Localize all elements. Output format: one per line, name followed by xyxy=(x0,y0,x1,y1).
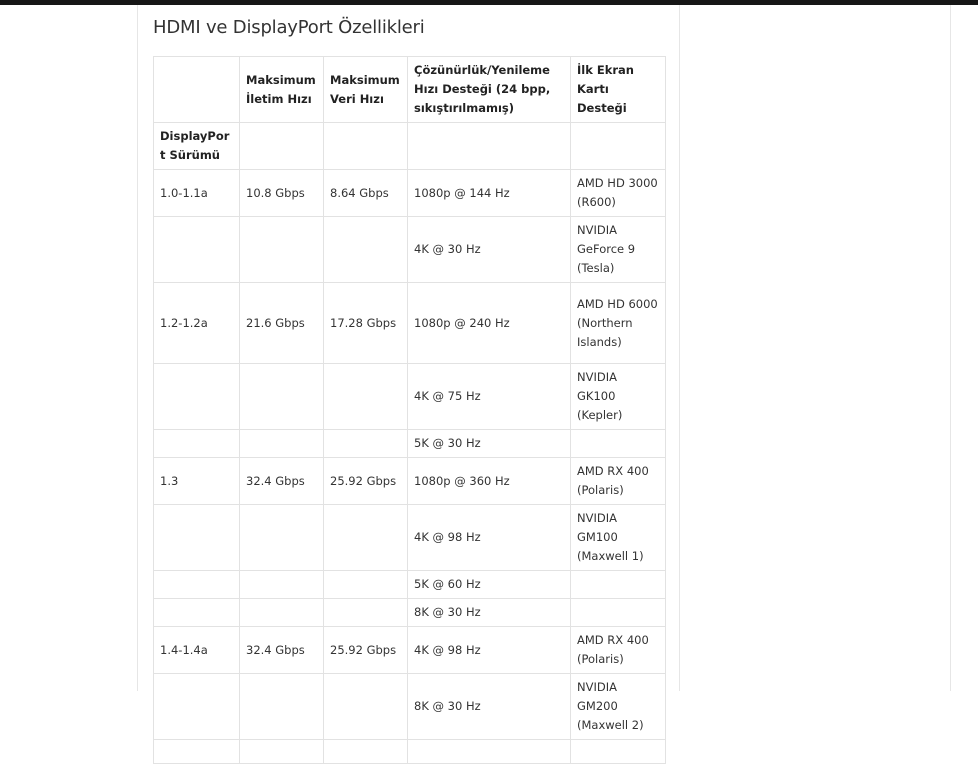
table-cell xyxy=(571,571,666,599)
table-cell: 25.92 Gbps xyxy=(324,627,408,674)
table-cell xyxy=(571,123,666,170)
table-cell: AMD HD 3000 (R600) xyxy=(571,170,666,217)
table-row xyxy=(154,458,666,505)
table-cell xyxy=(324,123,408,170)
table-cell: 17.28 Gbps xyxy=(324,283,408,364)
table-cell xyxy=(154,430,240,458)
table-cell: AMD RX 400 (Polaris) xyxy=(571,458,666,505)
table-cell xyxy=(154,571,240,599)
table-cell: 32.4 Gbps xyxy=(240,458,324,505)
header-cell-empty xyxy=(154,57,240,123)
table-cell: 8.64 Gbps xyxy=(324,170,408,217)
table-row xyxy=(154,674,666,740)
table-cell: NVIDIA GM200 (Maxwell 2) xyxy=(571,674,666,740)
table-row xyxy=(154,740,666,764)
table-cell xyxy=(571,599,666,627)
table-cell: 4K @ 98 Hz xyxy=(408,627,571,674)
table-cell: NVIDIA GK100 (Kepler) xyxy=(571,364,666,430)
table-cell xyxy=(154,674,240,740)
table-cell xyxy=(240,430,324,458)
table-cell xyxy=(324,364,408,430)
table-cell xyxy=(240,599,324,627)
header-cell-first-gpu-support: İlk Ekran Kartı Desteği xyxy=(571,57,666,123)
table-cell: 5K @ 30 Hz xyxy=(408,430,571,458)
table-cell: DisplayPort Sürümü xyxy=(154,123,240,170)
table-cell xyxy=(324,217,408,283)
table-cell xyxy=(154,364,240,430)
table-cell: 1080p @ 360 Hz xyxy=(408,458,571,505)
table-cell xyxy=(324,599,408,627)
table-row xyxy=(154,217,666,283)
displayport-spec-table xyxy=(153,56,666,764)
table-cell: 5K @ 60 Hz xyxy=(408,571,571,599)
table-cell xyxy=(154,505,240,571)
table-cell: 1.4-1.4a xyxy=(154,627,240,674)
table-row xyxy=(154,123,666,170)
table-cell xyxy=(154,217,240,283)
table-row xyxy=(154,627,666,674)
table-cell: NVIDIA GM100 (Maxwell 1) xyxy=(571,505,666,571)
section-title: HDMI ve DisplayPort Özellikleri xyxy=(153,17,425,38)
sidebar-column xyxy=(680,5,951,691)
table-cell: 21.6 Gbps xyxy=(240,283,324,364)
table-cell xyxy=(324,505,408,571)
table-cell: 8K @ 30 Hz xyxy=(408,599,571,627)
table-cell: AMD RX 400 (Polaris) xyxy=(571,627,666,674)
table-cell xyxy=(154,599,240,627)
table-cell xyxy=(240,217,324,283)
table-cell: 1080p @ 240 Hz xyxy=(408,283,571,364)
header-cell-resolution-refresh: Çözünürlük/Yenileme Hızı Desteği (24 bpp, sıkıştırılmamış) xyxy=(408,57,571,123)
table-cell xyxy=(408,123,571,170)
table-cell: 10.8 Gbps xyxy=(240,170,324,217)
table-header-row xyxy=(154,57,666,123)
table-cell xyxy=(571,430,666,458)
table-cell: 25.92 Gbps xyxy=(324,458,408,505)
table-cell xyxy=(408,740,571,764)
table-cell xyxy=(571,740,666,764)
table-cell: 4K @ 98 Hz xyxy=(408,505,571,571)
table-cell: 1080p @ 144 Hz xyxy=(408,170,571,217)
header-cell-max-transmission-rate: Maksimum İletim Hızı xyxy=(240,57,324,123)
table-cell xyxy=(324,674,408,740)
table-row xyxy=(154,364,666,430)
table-row xyxy=(154,283,666,364)
table-cell xyxy=(324,740,408,764)
table-cell: 4K @ 75 Hz xyxy=(408,364,571,430)
table-cell: 8K @ 30 Hz xyxy=(408,674,571,740)
table-row xyxy=(154,599,666,627)
table-cell: NVIDIA GeForce 9 (Tesla) xyxy=(571,217,666,283)
table-cell xyxy=(240,505,324,571)
table-cell: 4K @ 30 Hz xyxy=(408,217,571,283)
table-cell: 1.2-1.2a xyxy=(154,283,240,364)
table-cell: 1.0-1.1a xyxy=(154,170,240,217)
header-cell-max-data-rate: Maksimum Veri Hızı xyxy=(324,57,408,123)
table-cell xyxy=(154,740,240,764)
table-cell xyxy=(240,571,324,599)
table-cell xyxy=(240,674,324,740)
table-cell xyxy=(240,740,324,764)
table-cell: 1.3 xyxy=(154,458,240,505)
table-cell xyxy=(324,571,408,599)
table-cell xyxy=(240,123,324,170)
table-row xyxy=(154,571,666,599)
table-cell xyxy=(324,430,408,458)
table-cell: AMD HD 6000 (Northern Islands) xyxy=(571,283,666,364)
table-row xyxy=(154,505,666,571)
table-row xyxy=(154,170,666,217)
table-cell xyxy=(240,364,324,430)
table-cell: 32.4 Gbps xyxy=(240,627,324,674)
table-row xyxy=(154,430,666,458)
